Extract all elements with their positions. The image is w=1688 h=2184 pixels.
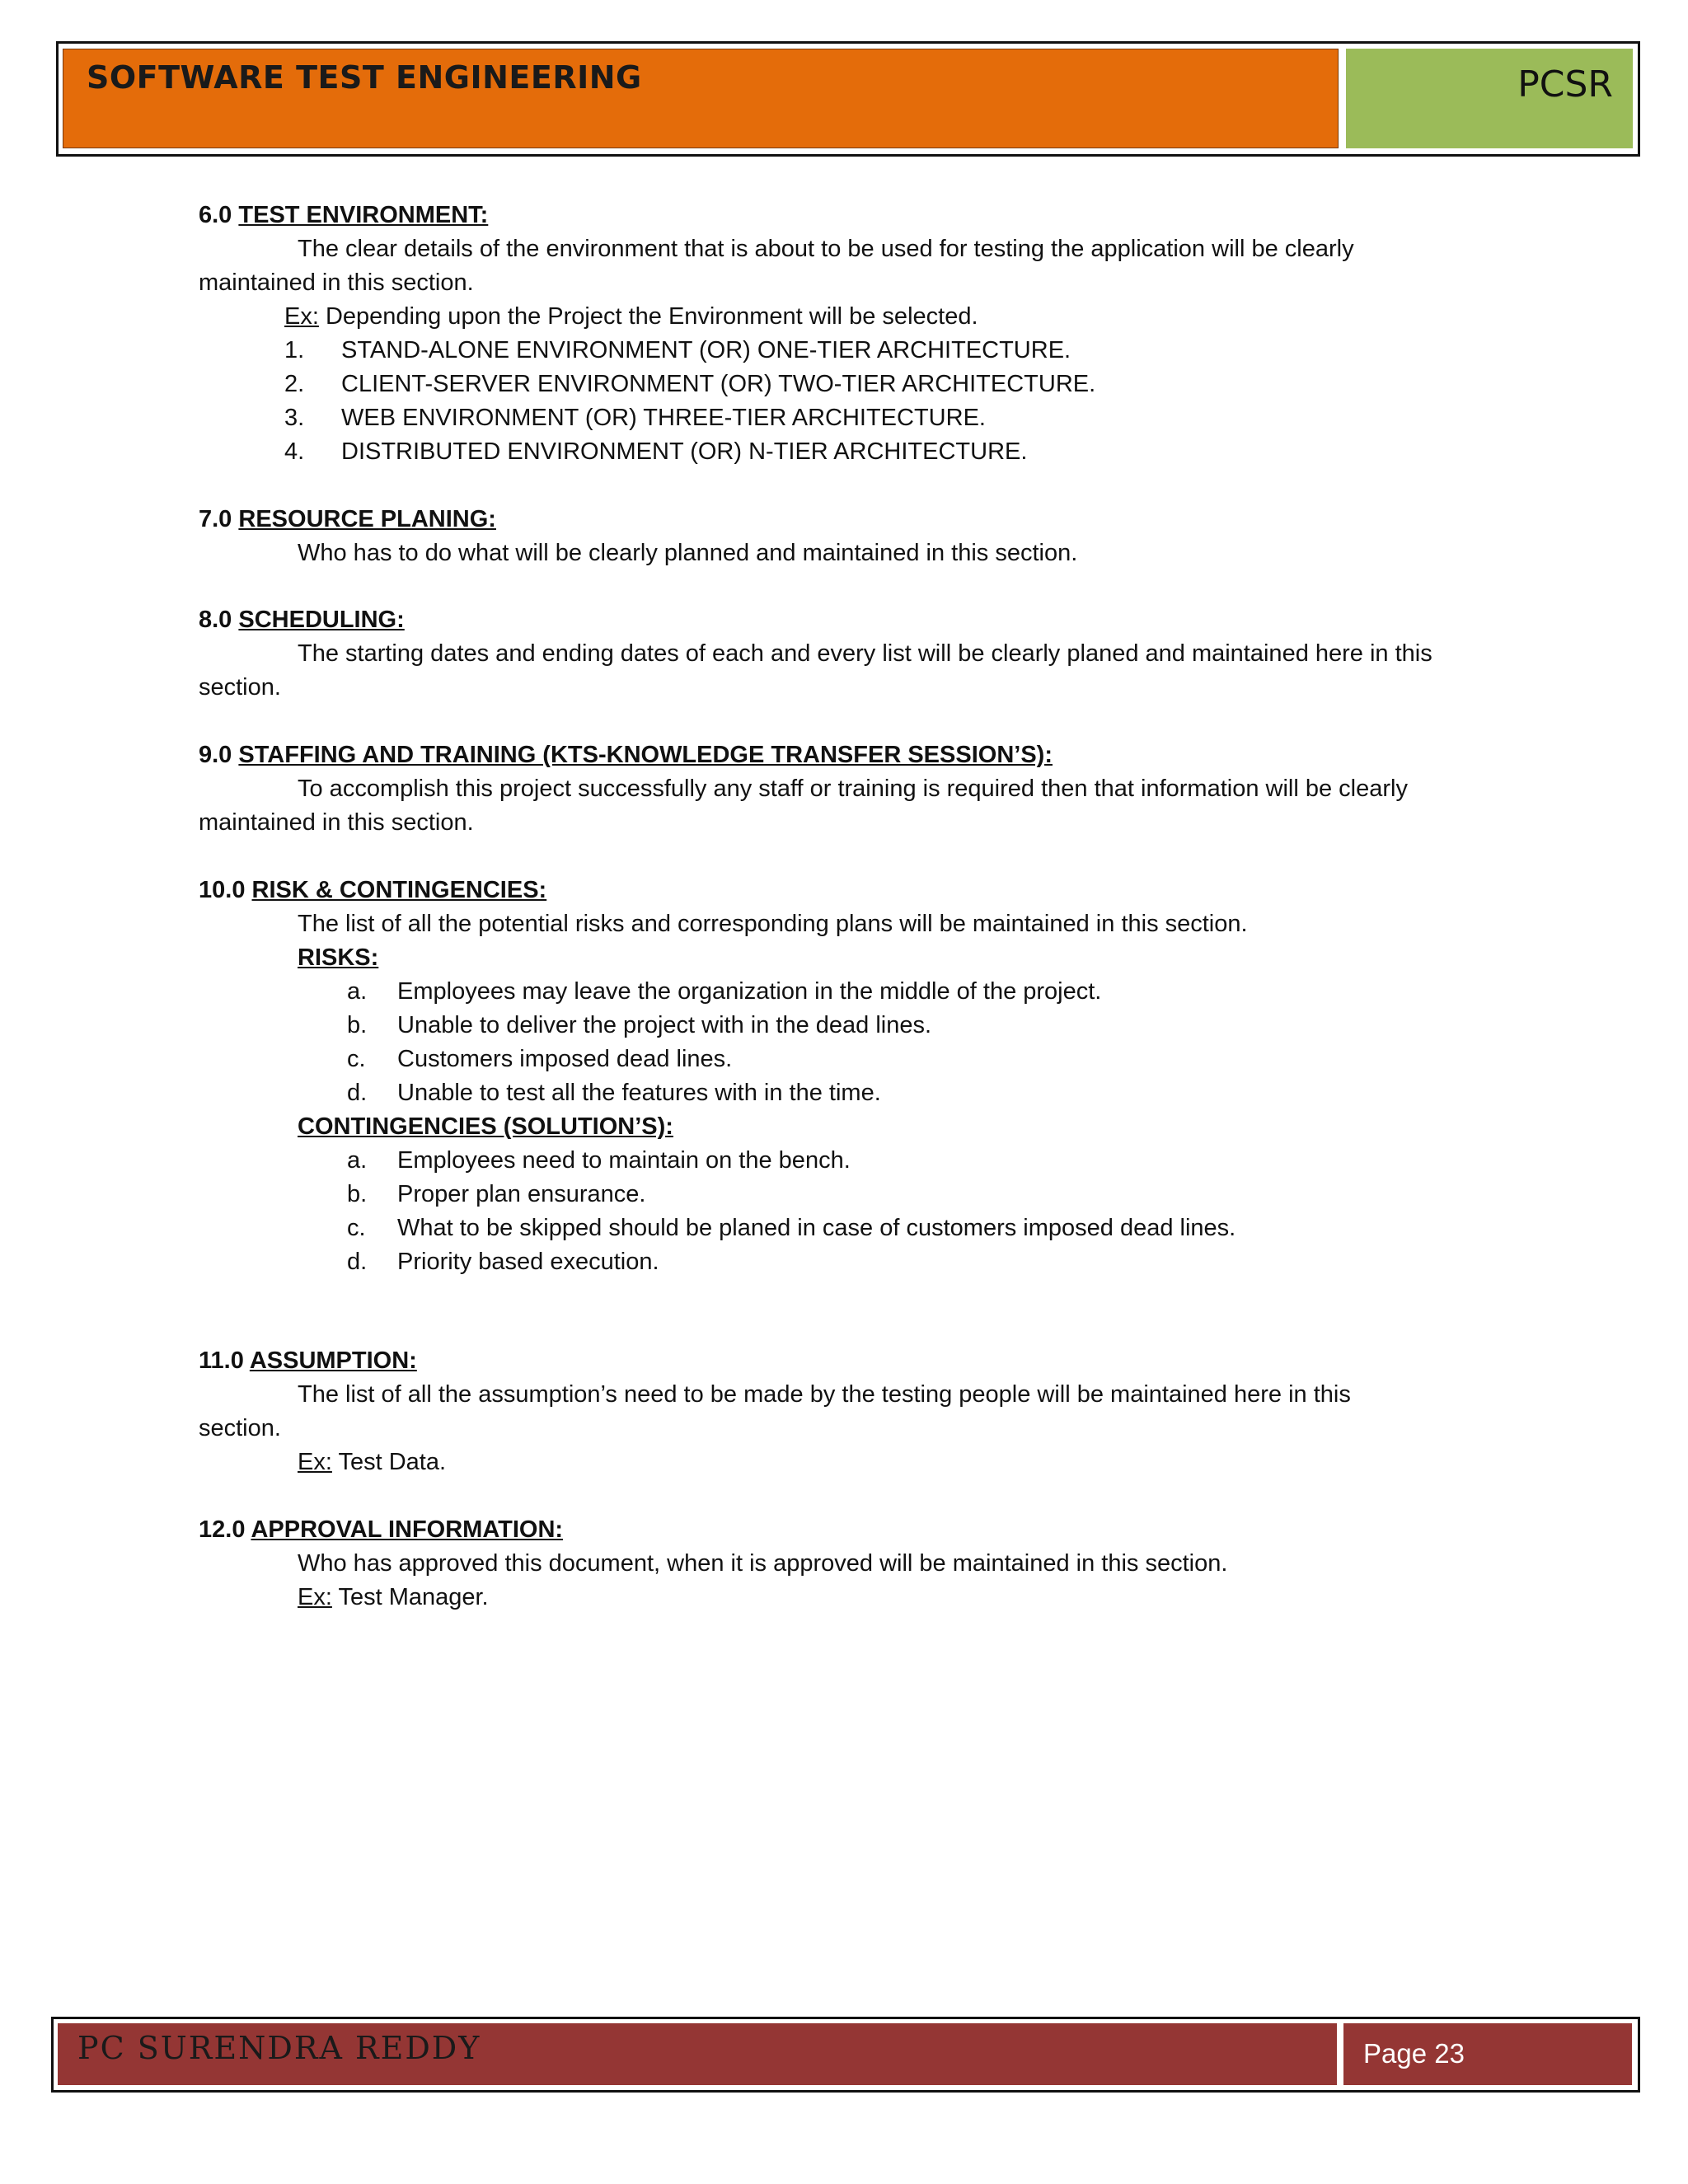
example-label: Ex:: [298, 1584, 332, 1610]
paragraph-line: Who has approved this document, when it is approved will be maintained in this section.: [298, 1550, 1228, 1577]
list-text: Employees need to maintain on the bench.: [397, 1147, 851, 1174]
list-letter: a.: [347, 1147, 368, 1174]
list-number: 4.: [284, 438, 305, 465]
section-7-heading: [199, 503, 496, 537]
section-title: SCHEDULING:: [238, 607, 405, 633]
section-10-heading: [199, 874, 546, 907]
list-text: Proper plan ensurance.: [397, 1181, 646, 1207]
section-8-heading: [199, 603, 405, 637]
list-number: 1.: [284, 337, 305, 363]
example-text: Test Manager.: [338, 1584, 489, 1610]
section-title: RESOURCE PLANING:: [238, 506, 496, 532]
footer-page-bar: [1343, 2023, 1632, 2085]
example-text: Depending upon the Project the Environment will be selected.: [325, 303, 978, 330]
example-line: [298, 1581, 489, 1615]
list-letter: a.: [347, 978, 368, 1005]
list-letter: b.: [347, 1012, 368, 1038]
list-letter: b.: [347, 1181, 368, 1207]
list-text: Unable to test all the features with in the time.: [397, 1080, 881, 1106]
section-number: 7.0: [199, 506, 232, 532]
paragraph-line: maintained in this section.: [199, 269, 474, 296]
paragraph-line: The starting dates and ending dates of each and every list will be clearly planed and maintained here in this: [298, 640, 1432, 667]
paragraph-line: The list of all the assumption’s need to be made by the testing people will be maintained here in this: [298, 1381, 1351, 1408]
section-6-heading: [199, 199, 488, 232]
page-number: Page 23: [1363, 2038, 1465, 2069]
list-letter: c.: [347, 1046, 366, 1072]
section-number: 9.0: [199, 742, 232, 768]
risks-subheading: RISKS:: [298, 944, 379, 971]
section-number: 10.0: [199, 877, 246, 903]
section-title: STAFFING AND TRAINING (KTS-KNOWLEDGE TRANSFER SESSION’S):: [238, 742, 1053, 768]
header-tag-bar: [1346, 49, 1633, 148]
list-text: CLIENT-SERVER ENVIRONMENT (OR) TWO-TIER ARCHITECTURE.: [341, 371, 1096, 397]
section-title: RISK & CONTINGENCIES:: [251, 877, 547, 903]
list-text: Employees may leave the organization in the middle of the project.: [397, 978, 1102, 1005]
section-title: APPROVAL INFORMATION:: [251, 1516, 564, 1543]
list-text: Priority based execution.: [397, 1249, 659, 1275]
example-label: Ex:: [284, 303, 319, 330]
example-label: Ex:: [298, 1449, 332, 1475]
example-line: [284, 300, 978, 334]
footer-author-bar: [58, 2023, 1337, 2085]
header-tag: PCSR: [1517, 63, 1613, 105]
paragraph-line: section.: [199, 1415, 281, 1441]
section-title: ASSUMPTION:: [249, 1347, 417, 1374]
section-number: 6.0: [199, 202, 232, 228]
example-text: Test Data.: [338, 1449, 447, 1475]
section-number: 11.0: [199, 1347, 244, 1374]
list-text: What to be skipped should be planed in case of customers imposed dead lines.: [397, 1215, 1236, 1241]
paragraph-line: The list of all the potential risks and corresponding plans will be maintained in this section.: [298, 911, 1248, 937]
list-letter: c.: [347, 1215, 366, 1241]
list-number: 2.: [284, 371, 305, 397]
list-text: Customers imposed dead lines.: [397, 1046, 733, 1072]
list-text: DISTRIBUTED ENVIRONMENT (OR) N-TIER ARCHITECTURE.: [341, 438, 1028, 465]
list-number: 3.: [284, 405, 305, 431]
paragraph-line: Who has to do what will be clearly planned and maintained in this section.: [298, 540, 1078, 566]
section-9-heading: [199, 738, 1053, 772]
contingencies-subheading: CONTINGENCIES (SOLUTION’S):: [298, 1113, 673, 1140]
paragraph-line: section.: [199, 674, 281, 701]
section-11-heading: [199, 1344, 417, 1378]
list-text: STAND-ALONE ENVIRONMENT (OR) ONE-TIER ARCHITECTURE.: [341, 337, 1071, 363]
section-number: 8.0: [199, 607, 232, 633]
list-letter: d.: [347, 1080, 368, 1106]
paragraph-line: The clear details of the environment that is about to be used for testing the application will be clearly: [298, 236, 1354, 262]
header-title: SOFTWARE TEST ENGINEERING: [87, 59, 642, 96]
section-title: TEST ENVIRONMENT:: [238, 202, 489, 228]
list-letter: d.: [347, 1249, 368, 1275]
section-number: 12.0: [199, 1516, 246, 1543]
list-text: Unable to deliver the project with in the dead lines.: [397, 1012, 932, 1038]
example-line: [298, 1446, 446, 1479]
paragraph-line: To accomplish this project successfully any staff or training is required then that information will be clearly: [298, 776, 1408, 802]
paragraph-line: maintained in this section.: [199, 809, 474, 836]
section-12-heading: [199, 1513, 563, 1547]
list-text: WEB ENVIRONMENT (OR) THREE-TIER ARCHITECTURE.: [341, 405, 986, 431]
footer-author: PC SURENDRA REDDY: [77, 2030, 481, 2066]
header-title-bar: [63, 49, 1339, 148]
